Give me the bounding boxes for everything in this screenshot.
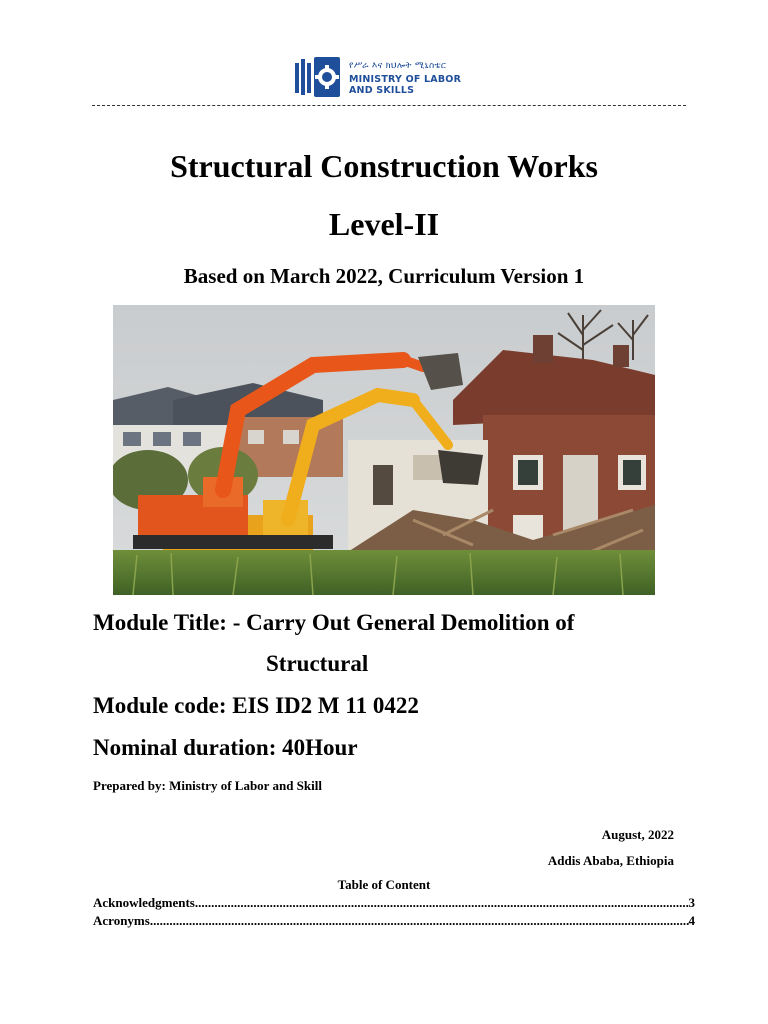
toc-entry-label: Acknowledgments [93, 895, 195, 910]
module-code: Module code: EIS ID2 M 11 0422 [93, 693, 419, 718]
logo-text-line2: AND SKILLS [349, 85, 415, 96]
logo-amharic-text: የሥራ እና ክህሎት ሚኒስቴር [349, 61, 447, 71]
ministry-emblem-icon [293, 55, 345, 99]
module-title-line2: Structural [266, 651, 369, 676]
toc-entry[interactable] [93, 895, 695, 911]
toc-entry-page: 4 [688, 913, 695, 928]
prepared-by: Prepared by: Ministry of Labor and Skill [93, 778, 322, 793]
toc-leader [150, 913, 689, 929]
publication-date: August, 2022 [601, 827, 674, 842]
demolition-photo [113, 305, 655, 595]
header-divider [92, 105, 686, 106]
logo-text-line1: MINISTRY OF LABOR [349, 74, 462, 85]
publication-place: Addis Ababa, Ethiopia [547, 853, 674, 868]
curriculum-version: Based on March 2022, Curriculum Version 1 [183, 264, 585, 288]
toc-entry-label: Acronyms [93, 913, 150, 928]
toc-entry[interactable] [93, 913, 695, 929]
demolition-photo-icon [113, 305, 655, 595]
toc-entry-page: 3 [688, 895, 695, 910]
document-level: Level-II [328, 206, 440, 242]
module-title-line1: Module Title: - Carry Out General Demolition of [93, 610, 575, 635]
toc-title: Table of Content [337, 877, 431, 892]
nominal-duration: Nominal duration: 40Hour [93, 735, 358, 760]
document-title: Structural Construction Works [170, 148, 598, 184]
ministry-logo [293, 55, 473, 99]
toc-leader [195, 895, 689, 911]
